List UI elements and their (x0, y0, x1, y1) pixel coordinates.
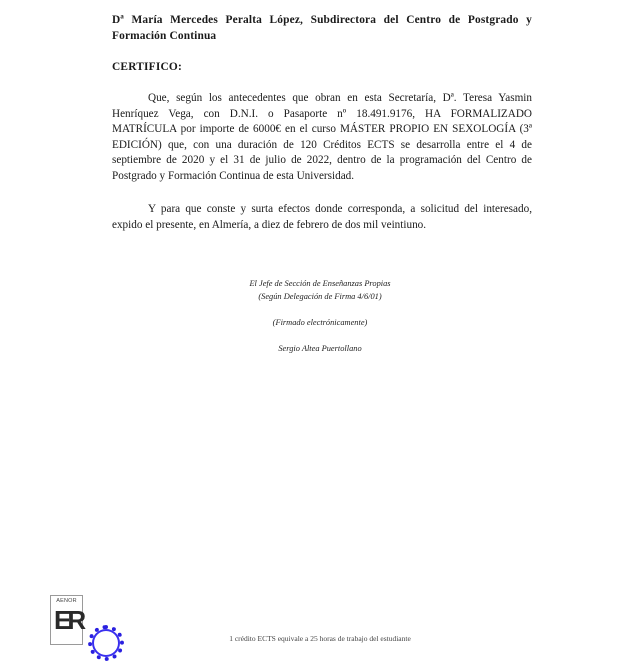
certification-seal-icon (88, 625, 124, 661)
signature-title-block (0, 277, 640, 303)
certifico-label: CERTIFICO: (112, 61, 182, 73)
signature-title-line1: El Jefe de Sección de Enseñanzas Propias (249, 279, 391, 288)
ects-footer-note: 1 crédito ECTS equivale a 25 horas de trabajo del estudiante (229, 634, 411, 643)
issuance-paragraph: Y para que conste y surta efectos donde corresponda, a solicitud del interesado, expido el presente, en Almería, a diez de febrero de dos mil veintiuno. (112, 203, 532, 231)
signed-electronically-note: (Firmado electrónicamente) (272, 318, 368, 327)
enrollment-paragraph: Que, según los antecedentes que obran en esta Secretaría, Dª. Teresa Yasmin Henríquez Vega, con D.N.I. o Pasaporte nº 18.491.9176, HA FORMALIZADO MATRÍCULA por importe de 6000€ en el curso MÁSTER PROPIO EN SEXOLOGÍA (3ª EDICIÓN) que, con una duración de 120 Créditos ECTS se desarrolla entre el 4 de septiembre de 2020 y el 31 de julio de 2022, dentro de la programación del Centro de Postgrado y Formación Continua de esta Universidad. (112, 92, 532, 182)
aenor-er-mark: ER (54, 605, 83, 635)
aenor-label: AENOR (56, 598, 77, 604)
signature-title-line2: (Según Delegación de Firma 4/6/01) (258, 292, 382, 301)
issuer-heading: Dª María Mercedes Peralta López, Subdirectora del Centro de Postgrado y Formación Continua (112, 14, 532, 42)
signer-name: Sergio Altea Puertollano (278, 344, 362, 353)
